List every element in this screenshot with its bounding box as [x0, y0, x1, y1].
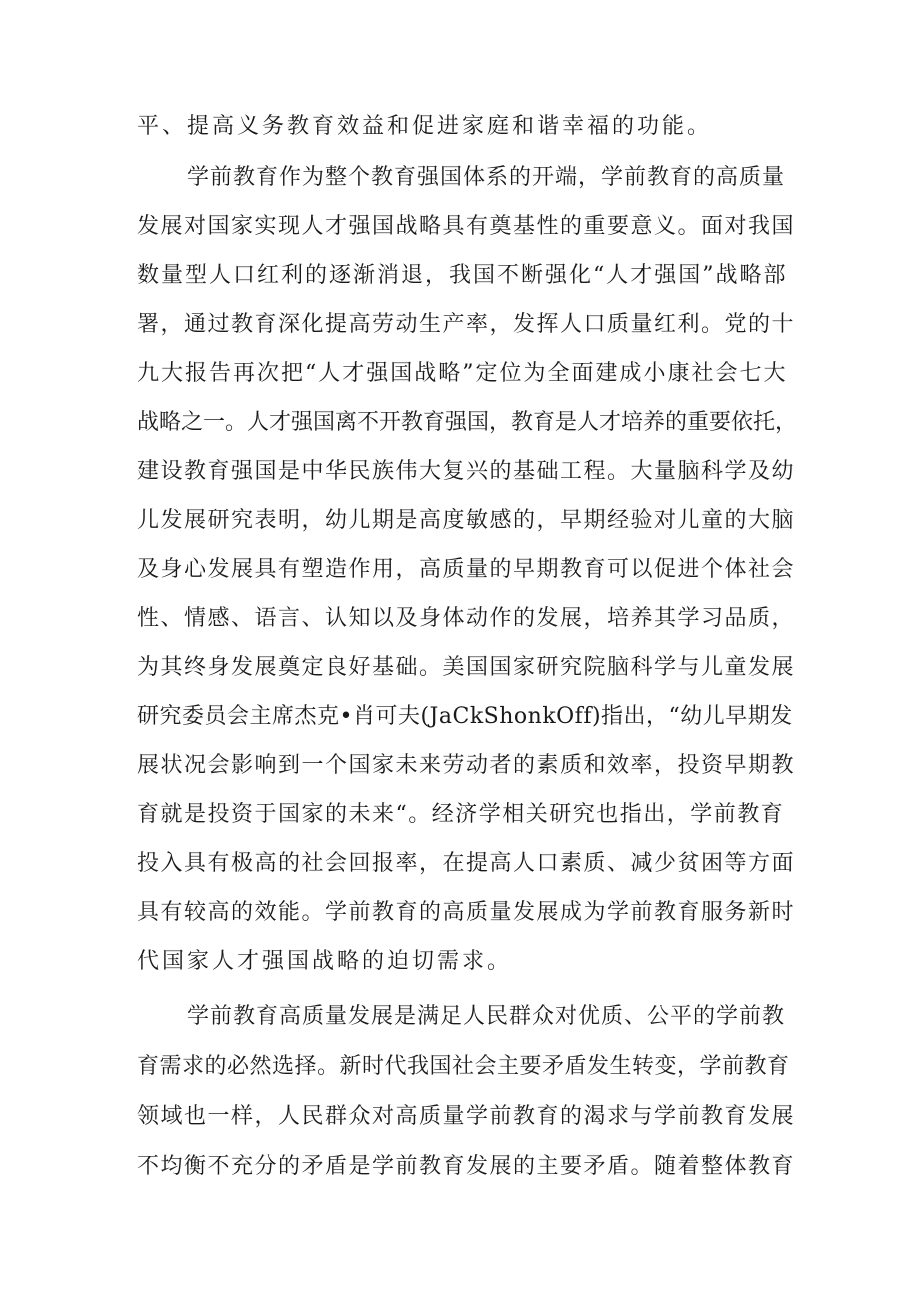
- text-line: 投入具有极高的社会回报率，在提高人口素质、减少贫困等方面: [137, 851, 796, 876]
- text-line: 平、提高义务教育效益和促进家庭和谐幸福的功能。: [137, 114, 713, 139]
- text-line: 九大报告再次把“人才强国战略”定位为全面建成小康社会七大: [137, 361, 788, 386]
- text-line: 建设教育强国是中华民族伟大复兴的基础工程。大量脑科学及幼: [137, 459, 796, 484]
- text-line: 不均衡不充分的矛盾是学前教育发展的主要矛盾。随着整体教育: [137, 1154, 796, 1179]
- text-line: 战略之一。人才强国离不开教育强国，教育是人才培养的重要依托，: [137, 410, 798, 435]
- text-line: 具有较高的效能。学前教育的高质量发展成为学前教育服务新时: [137, 900, 796, 925]
- text-line: 署，通过教育深化提高劳动生产率，发挥人口质量红利。党的十: [137, 312, 796, 337]
- text-line: 育需求的必然选择。新时代我国社会主要矛盾发生转变，学前教育: [137, 1054, 790, 1079]
- text-line: 育就是投资于国家的未来“。经济学相关研究也指出，学前教育: [137, 802, 785, 827]
- text-line: 及身心发展具有塑造作用，高质量的早期教育可以促进个体社会: [137, 557, 796, 582]
- text-line: 代国家人才强国战略的迫切需求。: [137, 949, 513, 974]
- text-line: 数量型人口红利的逐渐消退，我国不断强化“人才强国”战略部: [137, 263, 788, 288]
- text-line: 研究委员会主席杰克•肖可夫(JaCkShonkOff)指出，“幼儿早期发: [137, 704, 793, 729]
- text-line: 儿发展研究表明，幼儿期是高度敏感的，早期经验对儿童的大脑: [137, 508, 796, 533]
- text-line: 性、情感、语言、认知以及身体动作的发展，培养其学习品质，: [137, 606, 796, 631]
- text-line: 展状况会影响到一个国家未来劳动者的素质和效率，投资早期教: [137, 753, 796, 778]
- text-line: 发展对国家实现人才强国战略具有奠基性的重要意义。面对我国: [137, 214, 796, 239]
- paragraph-start-line: 学前教育高质量发展是满足人民群众对优质、公平的学前教: [187, 1004, 786, 1029]
- paragraph-start-line: 学前教育作为整个教育强国体系的开端，学前教育的高质量: [187, 165, 786, 190]
- text-line: 领域也一样，人民群众对高质量学前教育的渴求与学前教育发展: [137, 1104, 796, 1129]
- text-line: 为其终身发展奠定良好基础。美国国家研究院脑科学与儿童发展: [137, 655, 796, 680]
